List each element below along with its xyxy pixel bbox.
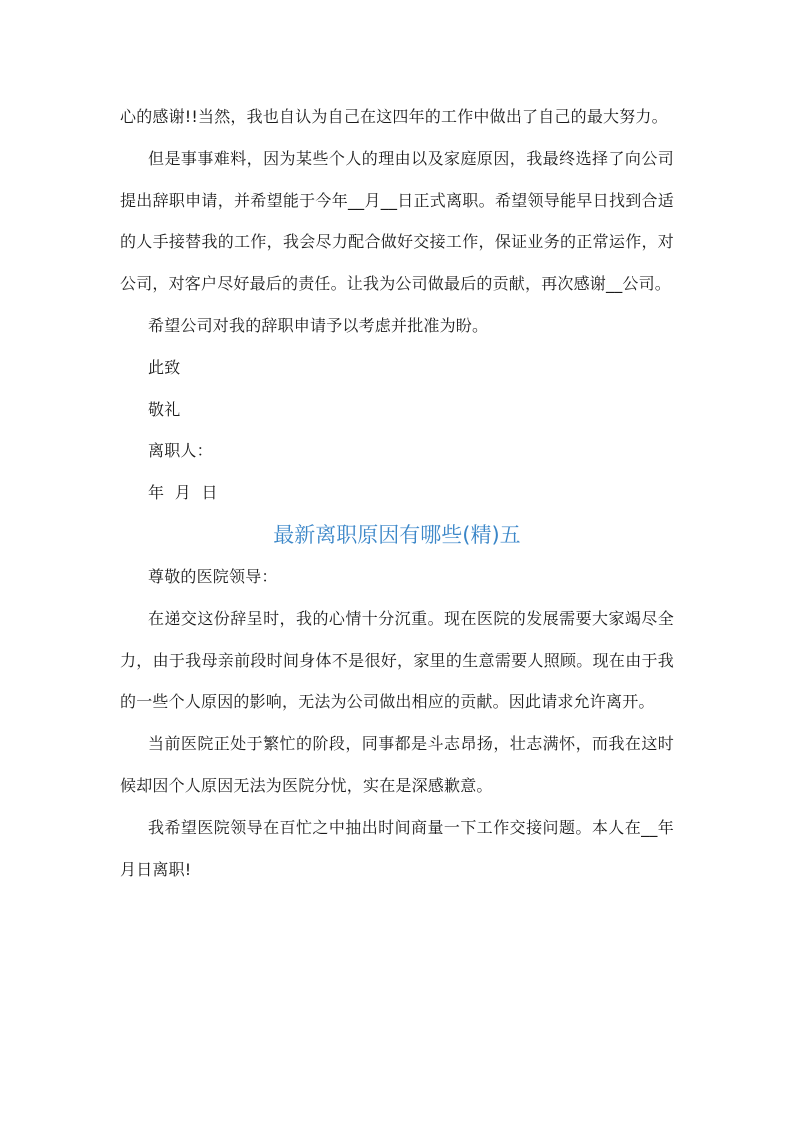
paragraph-hospital-2: 当前医院正处于繁忙的阶段，同事都是斗志昂扬，壮志满怀，而我在这时候却因个人原因无法为医院分忧，实在是深感歉意。: [120, 734, 674, 795]
closing-jingli: 敬礼: [148, 399, 181, 419]
paragraph-request: 希望公司对我的辞职申请予以考虑并批准为盼。: [148, 315, 489, 335]
closing-cizhi: 此致: [148, 357, 181, 377]
document-page: [120, 96, 674, 890]
section-title: 最新离职原因有哪些(精)五: [273, 522, 521, 547]
paragraph-hospital-1: 在递交这份辞呈时，我的心情十分沉重。现在医院的发展需要大家竭尽全力，由于我母亲前段时间身体不是很好，家里的生意需要人照顾。现在由于我的一些个人原因的影响，无法为公司做出相应的贡献。因此请求允许离开。: [120, 608, 674, 712]
paragraph-thanks: 心的感谢!!当然，我也自认为自己在这四年的工作中做出了自己的最大努力。: [120, 107, 668, 126]
signer-label: 离职人：: [148, 441, 213, 461]
date-line: 年 月 日: [148, 483, 218, 503]
salutation: 尊敬的医院领导：: [148, 566, 278, 586]
paragraph-hospital-3: 我希望医院领导在百忙之中抽出时间商量一下工作交接问题。本人在__年月日离职!: [120, 817, 674, 879]
paragraph-resignation-reason: 但是事事难料，因为某些个人的理由以及家庭原因，我最终选择了向公司提出辞职申请，并希望能于今年__月__日正式离职。希望领导能早日找到合适的人手接替我的工作，我会尽力配合做好交接工作，保证业务的正常运作，对公司，对客户尽好最后的责任。让我为公司做最后的贡献，再次感谢__公司。: [120, 148, 674, 294]
